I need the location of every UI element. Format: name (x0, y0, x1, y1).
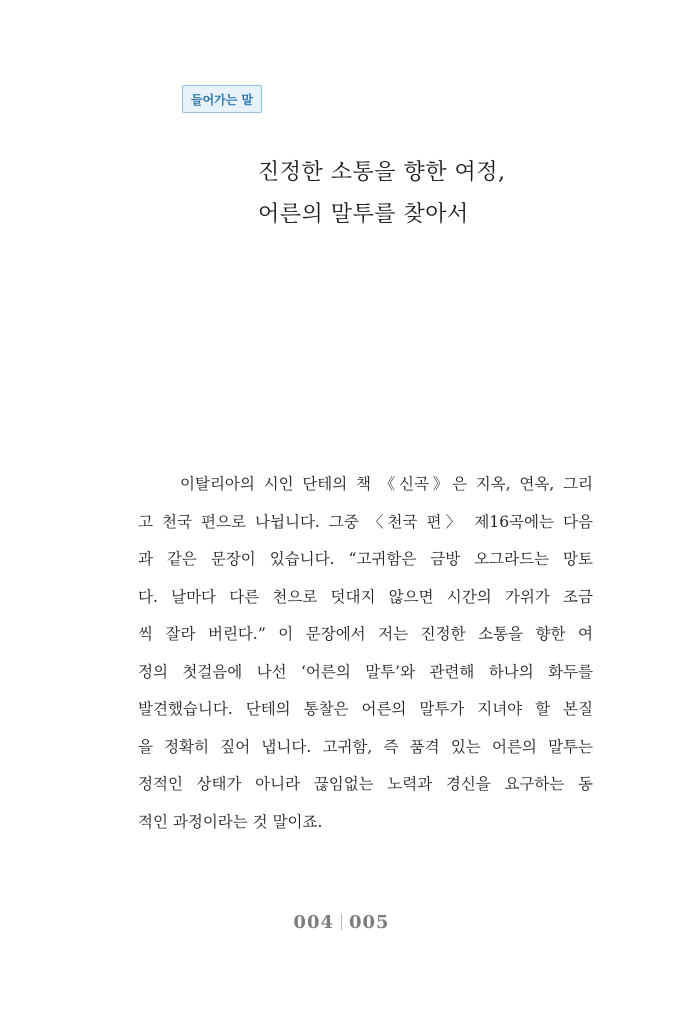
chapter-title-line-2: 어른의 말투를 찾아서 (258, 202, 469, 227)
body-line: 이탈리아의 시인 단테의 책 《신곡》은 지옥, 연옥, 그리 (180, 475, 593, 493)
right-page-number: 005 (349, 912, 390, 933)
body-line: 을 정확히 짚어 냅니다. 고귀함, 즉 품격 있는 어른의 말투는 (138, 737, 593, 756)
body-line: 발견했습니다. 단테의 통찰은 어른의 말투가 지녀야 할 본질 (138, 700, 593, 718)
body-line: 고 천국 편으로 나뉩니다. 그중 〈천국 편〉 제16곡에는 다음 (138, 512, 593, 531)
left-page-number: 004 (293, 912, 334, 933)
body-line: 과 같은 문장이 있습니다. “고귀함은 금방 오그라드는 망토 (138, 550, 593, 568)
body-line: 다. 날마다 다른 천으로 덧대지 않으면 시간의 가위가 조금 (138, 587, 593, 606)
body-line: 적인 과정이라는 것 말이죠. (138, 812, 323, 831)
page-numbers (0, 912, 683, 933)
body-line: 씩 잘라 버린다.” 이 문장에서 저는 진정한 소통을 향한 여 (138, 625, 593, 643)
body-line: 정의 첫걸음에 나선 ‘어른의 말투’와 관련해 하나의 화두를 (138, 662, 593, 681)
page-number-divider (341, 914, 342, 930)
chapter-title-line-1: 진정한 소통을 향한 여정, (258, 160, 506, 185)
section-tag: 들어가는 말 (182, 85, 262, 113)
body-paragraph (138, 466, 593, 841)
chapter-title (258, 152, 658, 236)
body-line: 정적인 상태가 아니라 끊임없는 노력과 경신을 요구하는 동 (138, 775, 593, 793)
